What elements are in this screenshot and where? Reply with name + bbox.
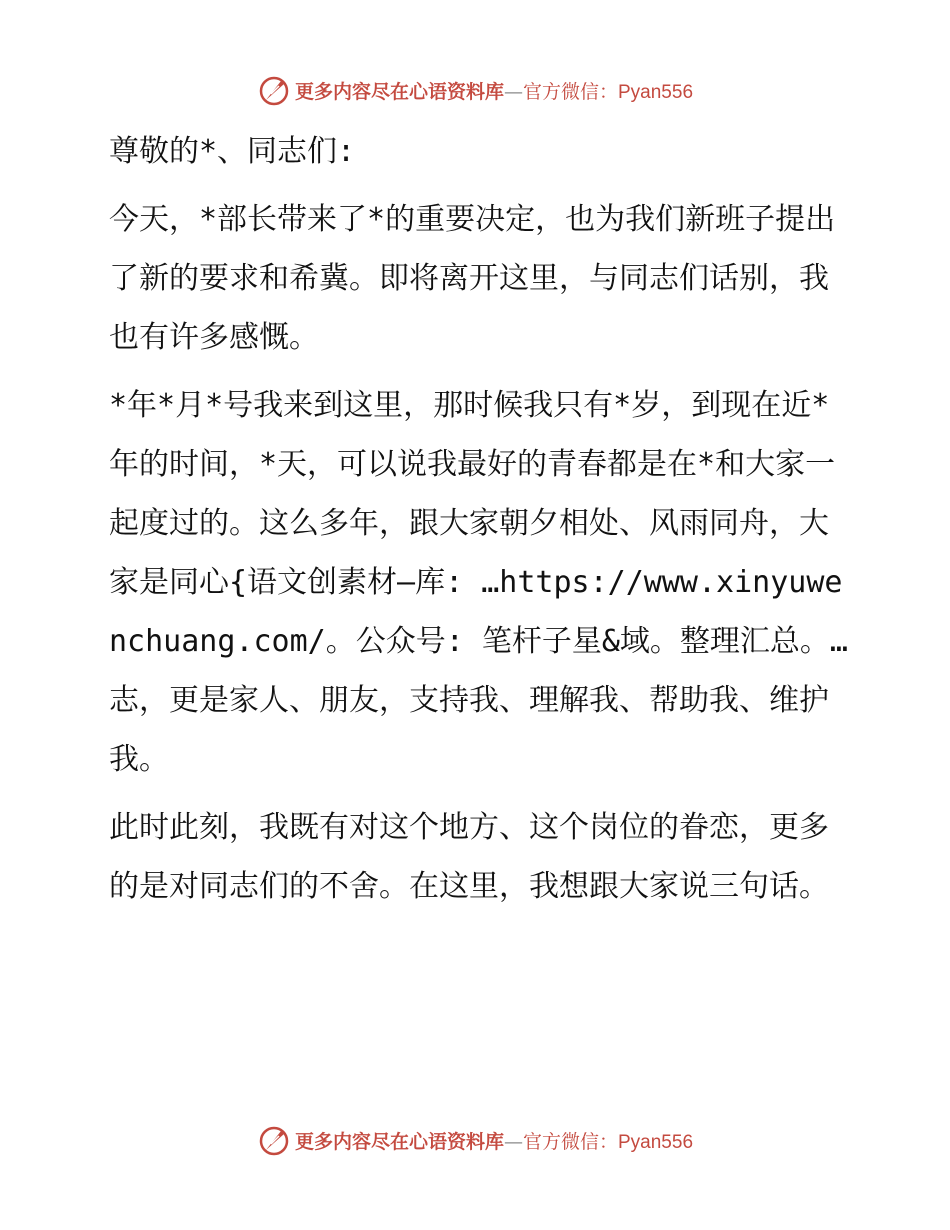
document-body [97,122,849,916]
salutation: 尊敬的*、同志们: [109,134,356,169]
paragraph-2: *年*月*号我来到这里，那时候我只有*岁，到现在近*年的时间，*天，可以说我最好的青春都是在*和大家一起度过的。这么多年，跟大家朝夕相处、风雨同舟，大家是同心{语文创素材—库: …https://www.xinyuwenchuang.com/。公众号: 笔杆子星&域。整理汇总。…志，更是家人、朋友，支持我、理解我、帮助我、维护我。 [109,388,848,777]
header-contact-text: 官方微信：Pyan556 [523,81,694,103]
header-banner [0,70,950,110]
quill-pen-logo-icon [257,73,291,107]
header-separator: — [504,80,523,103]
paragraph-1: 今天，*部长带来了*的重要决定，也为我们新班子提出了新的要求和希冀。即将离开这里，与同志们话别，我也有许多感慨。 [109,202,836,355]
paragraph-3: 此时此刻，我既有对这个地方、这个岗位的眷恋，更多的是对同志们的不舍。在这里，我想跟大家说三句话。 [109,810,829,904]
quill-pen-logo-icon [257,1123,291,1157]
footer-banner-text [295,1127,693,1154]
footer-brand-text: 更多内容尽在心语资料库 [294,1130,504,1153]
footer-separator: — [504,1130,523,1153]
header-banner-text [295,77,693,104]
header-brand-text: 更多内容尽在心语资料库 [294,80,504,103]
footer-banner [0,1120,950,1160]
footer-contact-text: 官方微信：Pyan556 [523,1131,694,1153]
